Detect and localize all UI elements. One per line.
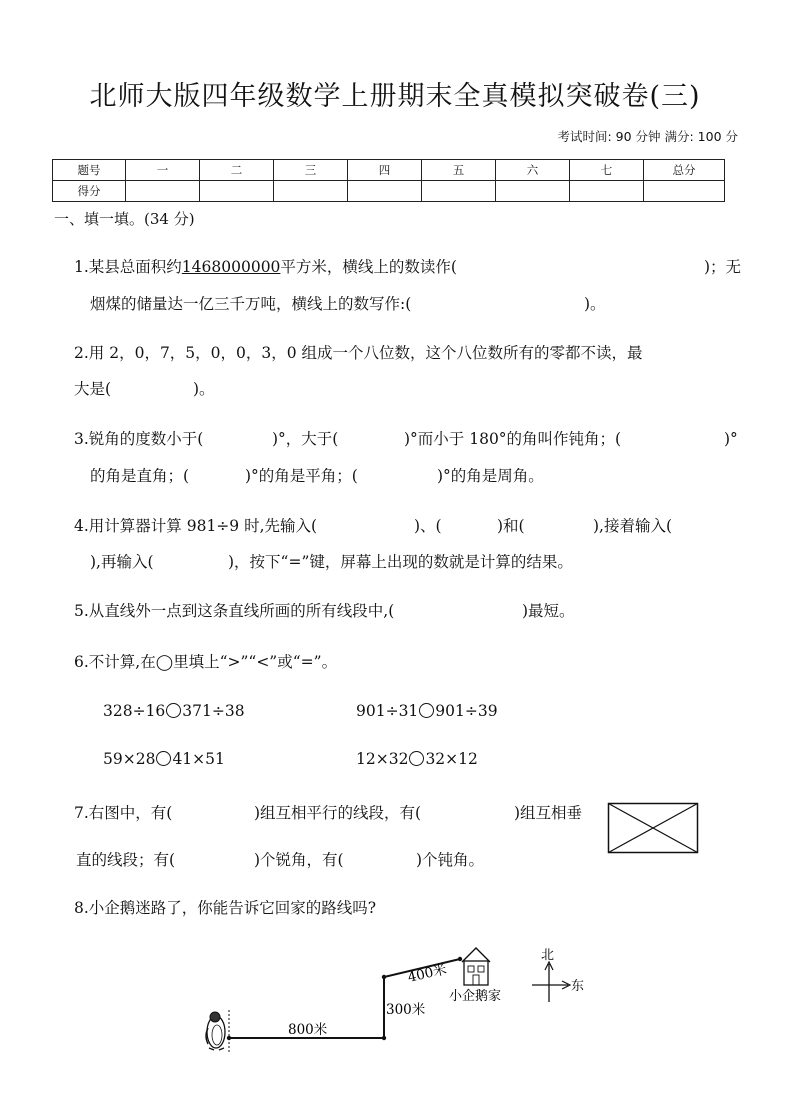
question-1-line2: 烟煤的储量达一亿三千万吨，横线上的数写作:( — [90, 295, 412, 313]
question-3-part-d: )° — [724, 430, 738, 448]
distance-label-400: 400米 — [406, 961, 449, 986]
comparison-item: 12×32 32×12 — [356, 750, 478, 768]
route-map — [200, 940, 620, 1060]
comparison-item: 59×28 41×51 — [103, 750, 225, 768]
question-4-part-e: ),再输入( — [90, 553, 154, 571]
question-4-part-b: )、( — [414, 517, 442, 535]
question-4-part-c: )和( — [497, 517, 525, 535]
header-cell: 四 — [348, 160, 422, 181]
header-cell: 题号 — [53, 160, 126, 181]
question-8-text: 8.小企鹅迷路了，你能告诉它回家的路线吗? — [74, 899, 377, 917]
score-cell[interactable] — [422, 181, 496, 202]
question-3-part-a: 3.锐角的度数小于( — [74, 430, 204, 448]
question-3-part-g: )°的角是周角。 — [437, 467, 544, 485]
question-7-part-b: )组互相平行的线段，有( — [254, 804, 422, 822]
header-cell: 一 — [126, 160, 200, 181]
north-label: 北 — [541, 948, 555, 963]
question-6-text: 6.不计算,在◯里填上“>”“<”或“=”。 — [74, 653, 338, 671]
home-label: 小企鹅家 — [449, 989, 502, 1004]
score-cell[interactable] — [274, 181, 348, 202]
row-label-cell: 得分 — [53, 181, 126, 202]
compare-circle[interactable] — [156, 751, 171, 766]
score-cell[interactable] — [496, 181, 570, 202]
header-cell: 六 — [496, 160, 570, 181]
question-3-part-f: )°的角是平角；( — [245, 467, 358, 485]
score-table — [52, 159, 725, 202]
distance-label-300: 300米 — [386, 1002, 426, 1018]
score-cell[interactable] — [200, 181, 274, 202]
question-7-part-c: )组互相垂 — [514, 804, 583, 822]
rectangle-diagonals-figure — [607, 802, 699, 854]
comparison-item: 328÷16 371÷38 — [103, 702, 245, 720]
house-icon — [462, 948, 490, 985]
compass-icon — [532, 962, 570, 1002]
question-3-part-e: 的角是直角；( — [90, 467, 190, 485]
question-2-line2a: 大是( — [74, 380, 112, 398]
score-cell[interactable] — [126, 181, 200, 202]
compare-circle[interactable] — [166, 703, 181, 718]
header-cell: 七 — [570, 160, 644, 181]
header-cell: 二 — [200, 160, 274, 181]
question-4-part-f: )，按下“=”键，屏幕上出现的数就是计算的结果。 — [228, 553, 573, 571]
distance-label-800: 800米 — [288, 1022, 328, 1038]
section-heading: 一、填一填。(34 分) — [54, 210, 195, 228]
header-cell: 三 — [274, 160, 348, 181]
question-7-part-d: 直的线段；有( — [76, 851, 176, 869]
question-7-part-f: )个钝角。 — [416, 851, 485, 869]
header-cell: 五 — [422, 160, 496, 181]
underlined-number: 1468000000 — [181, 258, 281, 276]
question-4-part-a: 4.用计算器计算 981÷9 时,先输入( — [74, 517, 318, 535]
penguin-icon — [206, 1012, 225, 1050]
exam-info: 考试时间: 90 分钟 满分: 100 分 — [557, 129, 738, 144]
question-1-tail: )；无 — [704, 258, 742, 276]
score-table-score-row — [53, 181, 725, 202]
header-cell: 总分 — [644, 160, 725, 181]
question-3-part-c: )°而小于 180°的角叫作钝角；( — [404, 430, 622, 448]
compare-circle[interactable] — [409, 751, 424, 766]
score-cell[interactable] — [644, 181, 725, 202]
east-label: 东 — [571, 979, 585, 994]
question-5-part-b: )最短。 — [522, 602, 575, 620]
comparison-item: 901÷31 901÷39 — [356, 702, 498, 720]
question-5-part-a: 5.从直线外一点到这条直线所画的所有线段中,( — [74, 602, 395, 620]
score-cell[interactable] — [348, 181, 422, 202]
question-3-part-b: )°，大于( — [272, 430, 339, 448]
score-cell[interactable] — [570, 181, 644, 202]
question-2-line2b: )。 — [193, 380, 215, 398]
question-4-part-d: ),接着输入( — [593, 517, 673, 535]
compare-circle[interactable] — [419, 703, 434, 718]
page-title: 北师大版四年级数学上册期末全真模拟突破卷(三) — [89, 81, 701, 112]
score-table-header-row — [53, 160, 725, 181]
question-7-part-a: 7.右图中，有( — [74, 804, 173, 822]
question-7-part-e: )个锐角，有( — [254, 851, 344, 869]
question-1-line2-tail: )。 — [584, 295, 606, 313]
question-1-line1: 1.某县总面积约1468000000平方米，横线上的数读作( — [74, 258, 457, 276]
question-2-line1: 2.用 2，0，7，5，0，0，3，0 组成一个八位数，这个八位数所有的零都不读，最 — [74, 344, 643, 362]
